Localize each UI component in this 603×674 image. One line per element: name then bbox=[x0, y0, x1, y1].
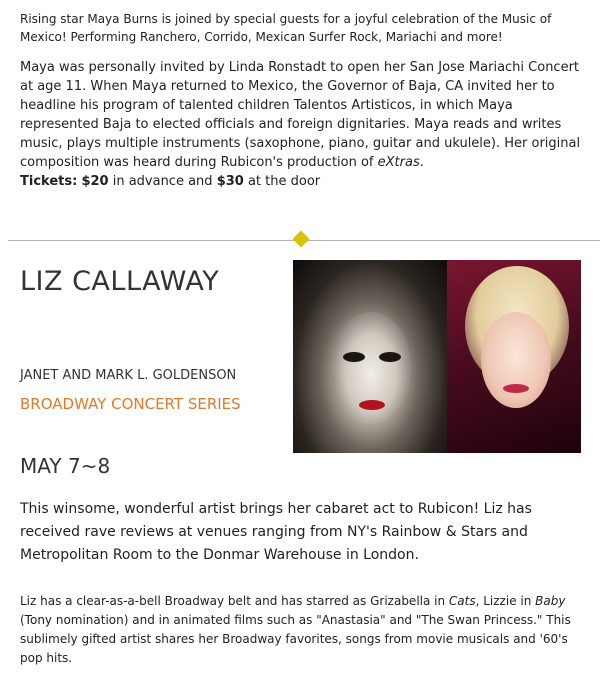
liz-description-2 bbox=[20, 592, 585, 668]
grizabella-makeup-photo bbox=[293, 260, 447, 453]
portrait-lips bbox=[503, 384, 529, 393]
maya-bio-production: eXtras bbox=[377, 155, 420, 170]
maya-bio-end: . bbox=[419, 155, 424, 170]
liz-photos bbox=[293, 260, 581, 453]
diamond-ornament-icon bbox=[293, 231, 310, 248]
advance-text: in advance and bbox=[108, 174, 217, 189]
tickets-line bbox=[20, 172, 590, 191]
series-sponsor: JANET AND MARK L. GOLDENSON bbox=[20, 368, 237, 383]
maya-intro-text: Rising star Maya Burns is joined by special guests for a joyful celebration of the Music of Mexico! Performing Ranchero, Corrido, Mexican Surfer Rock, Mariachi and more! bbox=[20, 12, 552, 44]
desc2-part-c: (Tony nomination) and in animated films such as "Anastasia" and "The Swan Princess." This sublimely gifted artist shares her Broadway favorites, songs from movie musicals and '60's pop hits. bbox=[20, 613, 571, 665]
door-text: at the door bbox=[243, 174, 321, 189]
cat-eye-right bbox=[379, 352, 401, 362]
tickets-label: Tickets: bbox=[20, 174, 78, 189]
series-name: BROADWAY CONCERT SERIES bbox=[20, 395, 241, 413]
desc2-part-a: Liz has a clear-as-a-bell Broadway belt and has starred as Grizabella in bbox=[20, 594, 449, 608]
liz-title: LIZ CALLAWAY bbox=[20, 266, 220, 297]
liz-description-1: This winsome, wonderful artist brings her cabaret act to Rubicon! Liz has received rave reviews at venues ranging from NY's Rainbow & Stars and Metropolitan Room to the Donmar Warehouse in London. bbox=[20, 501, 532, 563]
desc2-part-b: , Lizzie in bbox=[475, 594, 536, 608]
event-dates: MAY 7~8 bbox=[20, 454, 111, 478]
cat-lips bbox=[359, 400, 385, 410]
desc2-baby: Baby bbox=[535, 594, 566, 608]
price-door: $30 bbox=[216, 174, 244, 189]
portrait-face bbox=[481, 312, 551, 408]
cat-eye-left bbox=[343, 352, 365, 362]
maya-bio-text bbox=[20, 58, 590, 172]
price-advance: $20 bbox=[81, 174, 109, 189]
maya-section bbox=[20, 10, 590, 191]
maya-bio-part1: Maya was personally invited by Linda Ronstadt to open her San Jose Mariachi Concert at age 11. When Maya returned to Mexico, the Governor of Baja, CA invited her to headline his program of talented children Talentos Artisticos, in which Maya represented Baja to elected officials and foreign dignitaries. Maya reads and writes music, plays multiple instruments (saxophone, piano, guitar and ukulele). Her original composition was heard during Rubicon's production of bbox=[20, 60, 581, 170]
desc2-cats: Cats bbox=[448, 594, 476, 608]
liz-portrait-photo bbox=[447, 260, 581, 453]
